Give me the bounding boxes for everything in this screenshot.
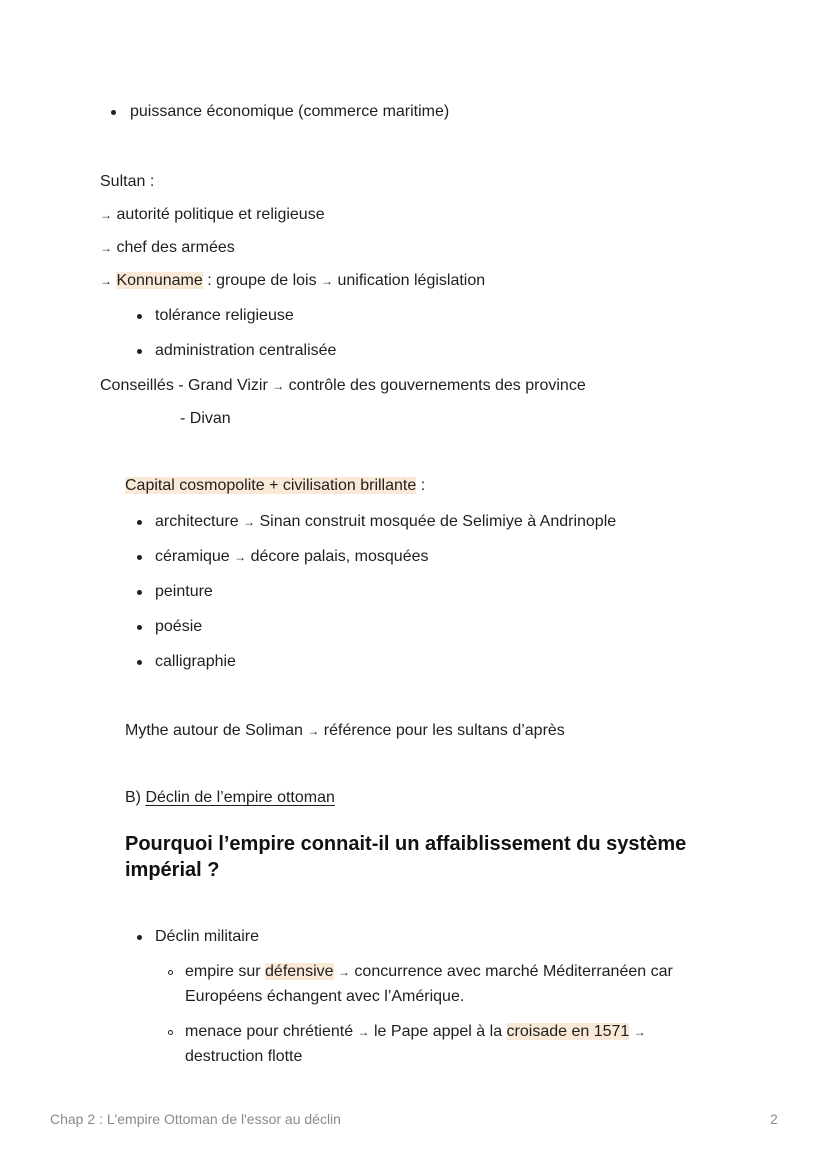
- section-b-heading: [125, 788, 335, 808]
- line-text: concurrence avec marché Méditerranéen car: [349, 963, 673, 980]
- section-prefix: B): [125, 789, 146, 806]
- divan-line: - Divan: [180, 410, 231, 427]
- line-text: unification législation: [333, 272, 486, 289]
- line-text: référence pour les sultans d’après: [319, 722, 565, 739]
- arrow-icon: →: [100, 274, 112, 288]
- sultan-line-authority: [100, 205, 325, 225]
- line-text: Sinan construit mosquée de Selimiye à Andrinople: [255, 513, 617, 530]
- highlight-croisade: croisade en 1571: [506, 1023, 630, 1040]
- bullet-dot: [137, 660, 142, 665]
- footer-title: Chap 2 : L'empire Ottoman de l'essor au déclin: [50, 1111, 341, 1127]
- line-text: empire sur: [185, 963, 266, 980]
- bullet-dot: [137, 590, 142, 595]
- bullet-architecture: [155, 512, 616, 532]
- line-text: le Pape appel à la: [369, 1023, 507, 1040]
- line-text: :: [416, 477, 426, 494]
- arrow-icon: →: [357, 1025, 370, 1039]
- arrow-icon: →: [100, 241, 112, 255]
- question-heading: [125, 831, 686, 883]
- sub-bullet-circle: [168, 970, 173, 975]
- line-text: architecture: [155, 513, 244, 530]
- line-text: céramique: [155, 548, 235, 565]
- line-text: Conseillés - Grand Vizir: [100, 377, 273, 394]
- arrow-icon: →: [307, 724, 320, 738]
- highlight-capital: Capital cosmopolite + civilisation brillante: [125, 477, 417, 494]
- bullet-ceramique: [155, 547, 428, 567]
- sub-bullet-circle: [168, 1030, 173, 1035]
- arrow-icon: →: [243, 515, 256, 529]
- line-text: contrôle des gouvernements des province: [284, 377, 586, 394]
- sub-bullet-menace-cont: destruction flotte: [185, 1048, 303, 1065]
- line-text: menace pour chrétienté: [185, 1023, 358, 1040]
- arrow-icon: →: [321, 274, 334, 288]
- question-line-2: impérial ?: [125, 859, 220, 881]
- line-text: chef des armées: [116, 239, 235, 256]
- highlight-defensive: défensive: [265, 963, 334, 980]
- conseil-line: [100, 376, 586, 396]
- capital-title: [125, 476, 425, 496]
- line-text: Mythe autour de Soliman: [125, 722, 308, 739]
- sultan-line-army: [100, 238, 235, 258]
- bullet-peinture: peinture: [155, 583, 213, 600]
- bullet-dot: [137, 555, 142, 560]
- arrow-icon: →: [100, 208, 112, 222]
- bullet-administration: administration centralisée: [155, 342, 337, 359]
- mythe-line: [125, 721, 565, 741]
- bullet-tolerance: tolérance religieuse: [155, 307, 294, 324]
- bullet-dot: [137, 625, 142, 630]
- line-text: : groupe de lois: [202, 272, 322, 289]
- page-number: 2: [770, 1111, 778, 1127]
- arrow-icon: →: [337, 965, 350, 979]
- bullet-dot: [111, 110, 116, 115]
- bullet-economic-power: puissance économique (commerce maritime): [130, 103, 450, 120]
- line-text: décore palais, mosquées: [246, 548, 429, 565]
- bullet-dot: [137, 314, 142, 319]
- sultan-title: Sultan :: [100, 173, 155, 190]
- bullet-poesie: poésie: [155, 618, 203, 635]
- highlight-konnuname: Konnuname: [116, 272, 203, 289]
- arrow-icon: →: [234, 550, 247, 564]
- bullet-dot: [137, 349, 142, 354]
- bullet-dot: [137, 935, 142, 940]
- line-text: autorité politique et religieuse: [116, 206, 325, 223]
- sultan-line-laws: [100, 271, 485, 291]
- bullet-declin-militaire: Déclin militaire: [155, 928, 260, 945]
- bullet-dot: [137, 520, 142, 525]
- sub-bullet-defensive-cont: Européens échangent avec l’Amérique.: [185, 988, 465, 1005]
- sub-bullet-defensive: [185, 962, 673, 982]
- question-line-1: Pourquoi l’empire connait-il un affaiblissement du système: [125, 833, 687, 855]
- bullet-calligraphie: calligraphie: [155, 653, 236, 670]
- arrow-icon: →: [272, 379, 285, 393]
- section-title: Déclin de l’empire ottoman: [145, 789, 335, 806]
- arrow-icon: →: [633, 1025, 646, 1039]
- sub-bullet-menace: [185, 1022, 646, 1042]
